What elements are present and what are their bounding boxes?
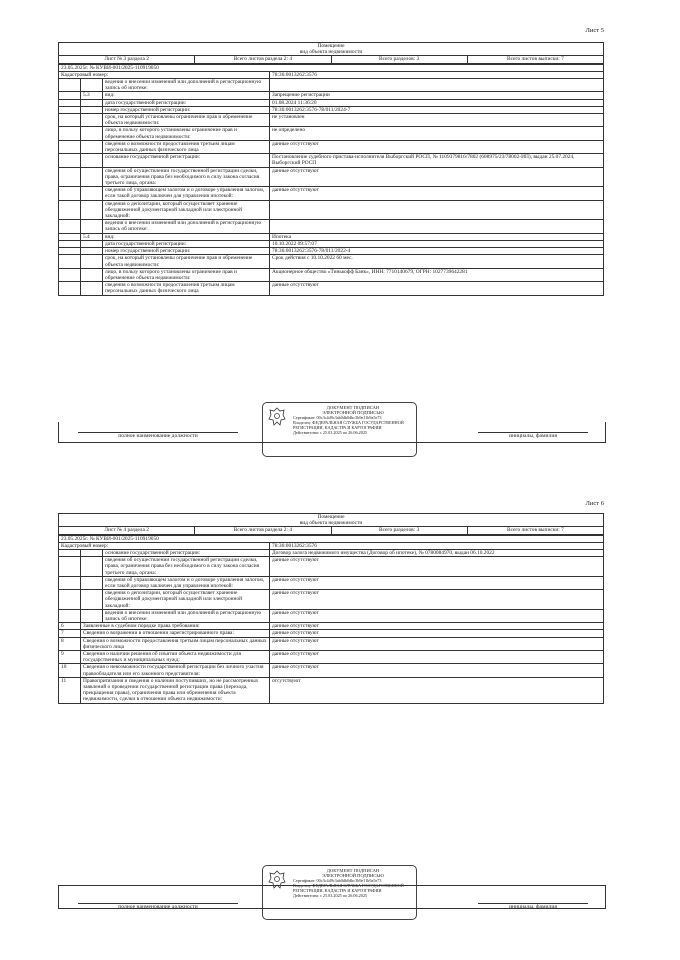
record-value: Договор залога недвижимого имущества (Договор об ипотеке), № 0780084970, выдан 06.10.2022 bbox=[270, 550, 604, 557]
item-row bbox=[59, 651, 604, 664]
item-label: Сведения о невозможности государственной регистрации без личного участия правообладателя или его законного представителя: bbox=[81, 664, 270, 677]
record-label: номер государственной регистрации: bbox=[103, 248, 270, 255]
record-row bbox=[59, 268, 604, 281]
record-row bbox=[59, 282, 604, 295]
record-value: 78:36:0013262:3576-78/011/2022-4 bbox=[270, 248, 604, 255]
stamp-cert: Сертификат: 00c3c4d9c3ab0db0dbc3b9e11b9a5e73 bbox=[293, 878, 382, 883]
meta-sheet: Лист № 4 раздела 2 bbox=[59, 527, 195, 534]
record-value: данные отсутствуют bbox=[270, 167, 604, 187]
record-number bbox=[81, 255, 103, 268]
item-value: данные отсутствуют bbox=[270, 623, 604, 630]
record-label: ведения о внесении изменений или дополнений в регистрационную запись об ипотеке: bbox=[103, 609, 270, 622]
object-subtitle: вид объекта недвижимости bbox=[59, 49, 604, 56]
record-row bbox=[59, 590, 604, 610]
meta-sections: Всего разделов: 3 bbox=[331, 527, 467, 534]
item-value: данные отсутствуют bbox=[270, 651, 604, 664]
record-label: срок, на который установлены ограничение прав и обременение объекта недвижимости: bbox=[103, 114, 270, 127]
record-value bbox=[270, 200, 604, 220]
stamp-valid: Действителен: с 25.03.2025 по 26.06.2025 bbox=[293, 430, 368, 435]
header-table bbox=[58, 42, 604, 64]
record-row bbox=[59, 576, 604, 589]
item-row bbox=[59, 677, 604, 703]
date-number: 23.05.2025г. № КУВИ-001/2025-110919050 bbox=[59, 535, 604, 542]
record-row bbox=[59, 220, 604, 233]
record-row bbox=[59, 255, 604, 268]
record-label: сведения об управляющем залогом и о договоре управления залогом, если такой договор заключен для управления ипотекой: bbox=[103, 576, 270, 589]
registration-table bbox=[58, 64, 604, 296]
record-row bbox=[59, 550, 604, 557]
record-label: лицо, в пользу которого установлены ограничение прав и обременение объекта недвижимости: bbox=[103, 268, 270, 281]
record-number bbox=[81, 550, 103, 557]
stamp-valid: Действителен: с 25.03.2025 по 26.06.2025 bbox=[293, 893, 368, 898]
item-number: 10 bbox=[59, 664, 81, 677]
spacer-cell bbox=[59, 167, 81, 187]
record-row bbox=[59, 154, 604, 167]
position-caption: полное наименование должности bbox=[78, 432, 238, 439]
record-value: данные отсутствуют bbox=[270, 590, 604, 610]
record-number bbox=[81, 167, 103, 187]
record-value: 78:36:0013262:3576-78/011/2024-7 bbox=[270, 106, 604, 113]
spacer-cell bbox=[59, 220, 81, 233]
record-number bbox=[81, 282, 103, 295]
header-table bbox=[58, 513, 604, 535]
record-label: сведения о депозитарии, который осуществляет хранение обездвиженной документарной закладной или электронной закладной: bbox=[103, 200, 270, 220]
record-label: ведения о внесении изменений или дополнений в регистрационную запись об ипотеке: bbox=[103, 79, 270, 92]
record-number bbox=[81, 79, 103, 92]
record-label: сведения о депозитарии, который осуществляет хранение обездвиженной документарной закладной или электронной закладной: bbox=[103, 590, 270, 610]
record-value: Ипотека bbox=[270, 233, 604, 240]
record-number bbox=[81, 127, 103, 140]
sheet-5 bbox=[58, 27, 604, 439]
spacer-cell bbox=[59, 576, 81, 589]
spacer-cell bbox=[59, 106, 81, 113]
record-label: сведения об управляющем залогом и о договоре управления залогом, если такой договор заключен для управления ипотекой: bbox=[103, 187, 270, 200]
record-row bbox=[59, 106, 604, 113]
meta-total-extract: Всего листов выписки: 7 bbox=[467, 56, 603, 63]
item-number: 11 bbox=[59, 677, 81, 703]
meta-total-extract: Всего листов выписки: 7 bbox=[467, 527, 603, 534]
spacer-cell bbox=[59, 233, 81, 240]
stamp-subtitle: ЭЛЕКТРОННОЙ ПОДПИСЬЮ bbox=[322, 873, 384, 878]
record-label: дата государственной регистрации: bbox=[103, 240, 270, 247]
record-row bbox=[59, 99, 604, 106]
item-label: Сведения о наличии решения об изъятии объекта недвижимости для государственных и муниципальных нужд: bbox=[81, 651, 270, 664]
item-value: данные отсутствуют bbox=[270, 664, 604, 677]
record-row bbox=[59, 114, 604, 127]
record-label: сведения об осуществлении государственной регистрации сделки, права, ограничения права без необходимого в силу закона согласия третьего лица, органа: bbox=[103, 167, 270, 187]
object-subtitle: вид объекта недвижимости bbox=[59, 520, 604, 527]
spacer-cell bbox=[59, 248, 81, 255]
stamp-owner-2: РЕГИСТРАЦИИ, КАДАСТРА И КАРТОГРАФИИ bbox=[293, 425, 382, 430]
record-number bbox=[81, 240, 103, 247]
item-number: 6 bbox=[59, 623, 81, 630]
record-label: вид: bbox=[103, 233, 270, 240]
meta-total-section: Всего листов раздела 2: 4 bbox=[195, 56, 331, 63]
record-value: данные отсутствуют bbox=[270, 140, 604, 153]
cad-value: 78:36:0013262:3576 bbox=[270, 71, 604, 78]
record-number bbox=[81, 154, 103, 167]
object-title: Помещение bbox=[59, 43, 604, 50]
record-label: сведения о возможности предоставления третьим лицам персональных данных физического лица bbox=[103, 282, 270, 295]
item-row bbox=[59, 664, 604, 677]
spacer-cell bbox=[59, 200, 81, 220]
record-label: номер государственной регистрации: bbox=[103, 106, 270, 113]
record-value: данные отсутствуют bbox=[270, 187, 604, 200]
cad-label: Кадастровый номер: bbox=[59, 542, 270, 549]
record-row bbox=[59, 187, 604, 200]
stamp-subtitle: ЭЛЕКТРОННОЙ ПОДПИСЬЮ bbox=[322, 410, 384, 415]
spacer-cell bbox=[59, 609, 81, 622]
item-label: Сведения о возражении в отношении зарегистрированного права: bbox=[81, 630, 270, 637]
record-value: 10.10.2022 09:57:07 bbox=[270, 240, 604, 247]
spacer-cell bbox=[59, 140, 81, 153]
cad-label: Кадастровый номер: bbox=[59, 71, 270, 78]
record-value: Постановление судебного пристава-исполнителя Выборгский РОСП, № 1109379816/7802 (608975/23/78002-ИП), выдан 25.07.2024, Выборгский РОСП bbox=[270, 154, 604, 167]
item-number: 8 bbox=[59, 637, 81, 650]
record-value: не определено bbox=[270, 127, 604, 140]
registration-table bbox=[58, 535, 604, 704]
spacer-cell bbox=[59, 92, 81, 99]
record-row bbox=[59, 233, 604, 240]
date-number: 23.05.2025г. № КУВИ-001/2025-110919050 bbox=[59, 64, 604, 71]
spacer-cell bbox=[59, 114, 81, 127]
cad-value: 78:36:0013262:3576 bbox=[270, 542, 604, 549]
item-row bbox=[59, 637, 604, 650]
record-number bbox=[81, 187, 103, 200]
record-row bbox=[59, 200, 604, 220]
record-number bbox=[81, 268, 103, 281]
record-label: основание государственной регистрации: bbox=[103, 550, 270, 557]
record-value: не установлен bbox=[270, 114, 604, 127]
sheet-number: Лист 6 bbox=[585, 500, 604, 507]
record-row bbox=[59, 609, 604, 622]
record-number bbox=[81, 140, 103, 153]
record-number bbox=[81, 114, 103, 127]
position-caption: полное наименование должности bbox=[78, 903, 238, 910]
record-row bbox=[59, 140, 604, 153]
sheet-6 bbox=[58, 500, 604, 910]
item-row bbox=[59, 630, 604, 637]
stamp-title: ДОКУМЕНТ ПОДПИСАН bbox=[326, 868, 380, 873]
item-value: данные отсутствуют bbox=[270, 630, 604, 637]
spacer-cell bbox=[59, 282, 81, 295]
record-number bbox=[81, 557, 103, 577]
record-value: данные отсутствуют bbox=[270, 576, 604, 589]
record-row bbox=[59, 92, 604, 99]
record-label: сведения об осуществлении государственной регистрации сделки, права, ограничения права без необходимого в силу закона согласия третьего лица, органа: bbox=[103, 557, 270, 577]
spacer-cell bbox=[59, 240, 81, 247]
sheet-number: Лист 5 bbox=[585, 27, 604, 34]
record-label: дата государственной регистрации: bbox=[103, 99, 270, 106]
record-value bbox=[270, 220, 604, 233]
spacer-cell bbox=[59, 590, 81, 610]
object-title: Помещение bbox=[59, 514, 604, 521]
item-number: 7 bbox=[59, 630, 81, 637]
record-number bbox=[81, 590, 103, 610]
spacer-cell bbox=[59, 255, 81, 268]
record-number bbox=[81, 200, 103, 220]
stamp-cert: Сертификат: 00c3c4d9c3ab0db0dbc3b9e11b9a5e73 bbox=[293, 415, 382, 420]
record-row bbox=[59, 240, 604, 247]
item-number: 9 bbox=[59, 651, 81, 664]
stamp-owner-2: РЕГИСТРАЦИИ, КАДАСТРА И КАРТОГРАФИИ bbox=[293, 888, 382, 893]
record-label: вид: bbox=[103, 92, 270, 99]
spacer-cell bbox=[59, 187, 81, 200]
record-label: лицо, в пользу которого установлены ограничение прав и обременение объекта недвижимости: bbox=[103, 127, 270, 140]
record-number bbox=[81, 248, 103, 255]
record-value: Запрещение регистрации bbox=[270, 92, 604, 99]
item-row bbox=[59, 623, 604, 630]
record-number: 5.4 bbox=[81, 233, 103, 240]
record-row bbox=[59, 248, 604, 255]
spacer-cell bbox=[59, 79, 81, 92]
meta-sections: Всего разделов: 3 bbox=[331, 56, 467, 63]
spacer-cell bbox=[59, 268, 81, 281]
stamp-owner: Владелец: ФЕДЕРАЛЬНАЯ СЛУЖБА ГОСУДАРСТВЕННОЙ bbox=[293, 420, 404, 425]
meta-sheet: Лист № 3 раздела 2 bbox=[59, 56, 195, 63]
record-label: срок, на который установлены ограничение прав и обременение объекта недвижимости: bbox=[103, 255, 270, 268]
record-label: основание государственной регистрации: bbox=[103, 154, 270, 167]
record-value: данные отсутствуют bbox=[270, 282, 604, 295]
record-value: данные отсутствуют bbox=[270, 557, 604, 577]
item-label: Заявленные в судебном порядке права требования: bbox=[81, 623, 270, 630]
record-label: ведения о внесении изменений или дополнений в регистрационную запись об ипотеке: bbox=[103, 220, 270, 233]
record-number bbox=[81, 220, 103, 233]
name-caption: инициалы, фамилия bbox=[478, 432, 588, 439]
item-label: Сведения о возможности предоставления третьим лицам персональных данных физического лица bbox=[81, 637, 270, 650]
item-value: отсутствуют bbox=[270, 677, 604, 703]
item-value: данные отсутствуют bbox=[270, 637, 604, 650]
item-label: Правопритязания и сведения о наличии поступивших, но не рассмотренных заявлений о проведении государственной регистрации права (перехода, прекращения права), ограничения права или обременения объекта недвижимости, сделки в отношении объекта недвижимости: bbox=[81, 677, 270, 703]
record-row bbox=[59, 127, 604, 140]
spacer-cell bbox=[59, 154, 81, 167]
record-number bbox=[81, 576, 103, 589]
spacer-cell bbox=[59, 99, 81, 106]
record-value: 01.08.2024 11:36:20 bbox=[270, 99, 604, 106]
stamp-owner: Владелец: ФЕДЕРАЛЬНАЯ СЛУЖБА ГОСУДАРСТВЕННОЙ bbox=[293, 883, 404, 888]
stamp-title: ДОКУМЕНТ ПОДПИСАН bbox=[326, 405, 380, 410]
record-value: Срок действия с 10.10.2022 60 мес. bbox=[270, 255, 604, 268]
record-value: Акционерное общество «Тинькофф Банк», ИНН: 7710140679, ОГРН: 1027739642281 bbox=[270, 268, 604, 281]
record-number bbox=[81, 99, 103, 106]
meta-total-section: Всего листов раздела 2: 4 bbox=[195, 527, 331, 534]
record-row bbox=[59, 167, 604, 187]
record-value: данные отсутствуют bbox=[270, 609, 604, 622]
record-number bbox=[81, 609, 103, 622]
record-number bbox=[81, 106, 103, 113]
record-value bbox=[270, 79, 604, 92]
name-caption: инициалы, фамилия bbox=[478, 903, 588, 910]
spacer-cell bbox=[59, 127, 81, 140]
spacer-cell bbox=[59, 550, 81, 557]
record-label: сведения о возможности предоставления третьим лицам персональных данных физического лица bbox=[103, 140, 270, 153]
record-row bbox=[59, 557, 604, 577]
spacer-cell bbox=[59, 557, 81, 577]
record-number: 5.3 bbox=[81, 92, 103, 99]
record-row bbox=[59, 79, 604, 92]
